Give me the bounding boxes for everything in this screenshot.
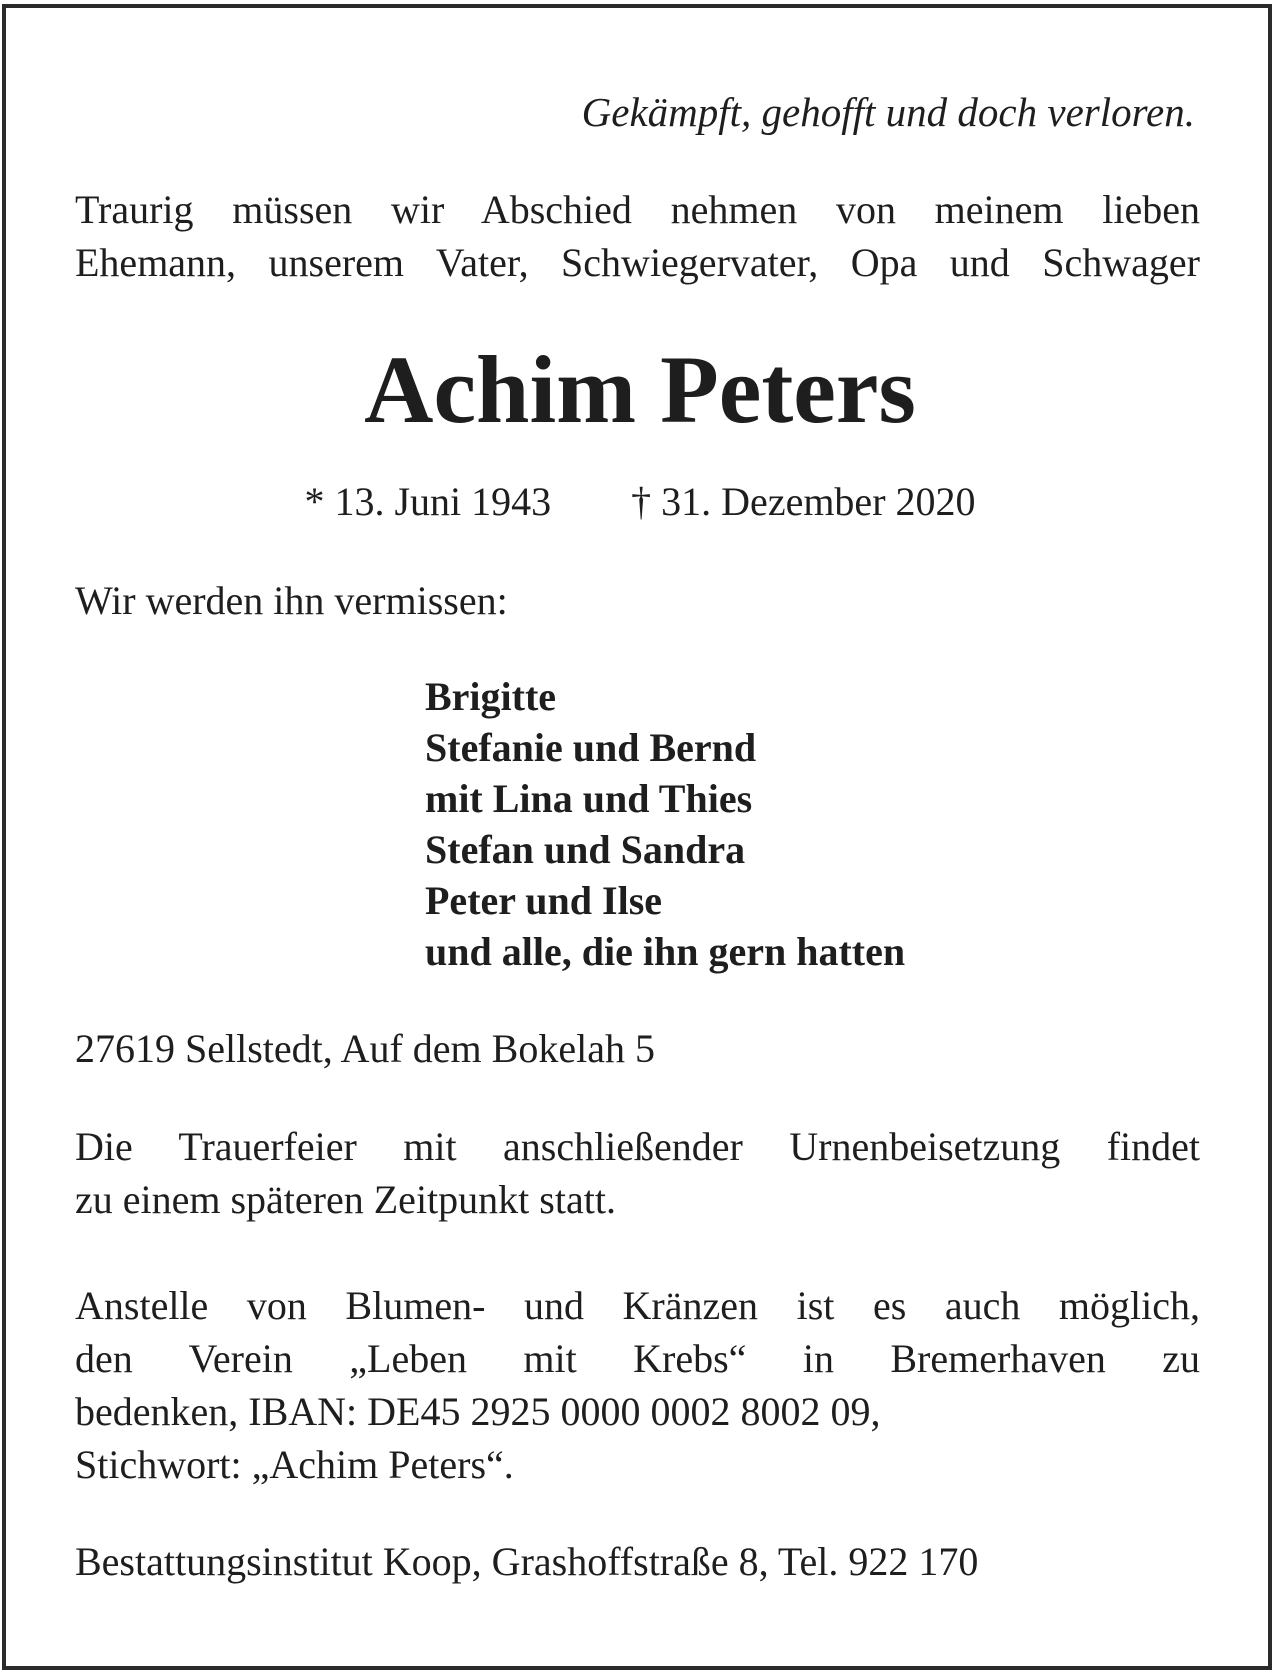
- birth-date: * 13. Juni 1943: [304, 479, 552, 524]
- intro-line-1: Traurig müssen wir Abschied nehmen von meinem lieben: [75, 187, 1200, 232]
- mourner-line: Stefan und Sandra: [425, 827, 746, 872]
- donation-line-1: Anstelle von Blumen- und Kränzen ist es auch möglich,: [75, 1283, 1200, 1328]
- undertaker-info: Bestattungsinstitut Koop, Grashoffstraße 8, Tel. 922 170: [75, 1539, 979, 1584]
- mourner-line: Stefanie und Bernd: [425, 725, 757, 770]
- mourner-line: mit Lina und Thies: [425, 776, 753, 821]
- mourner-line: Brigitte: [425, 674, 557, 719]
- death-date: † 31. Dezember 2020: [631, 479, 976, 524]
- motto: Gekämpft, gehofft und doch verloren.: [581, 89, 1195, 135]
- mourners-list: [425, 671, 905, 977]
- donation-info: [75, 1279, 1200, 1491]
- funeral-line-2: zu einem späteren Zeitpunkt statt.: [75, 1177, 616, 1222]
- donation-line-3: bedenken, IBAN: DE45 2925 0000 0002 8002 09,: [75, 1389, 881, 1434]
- funeral-info: [75, 1120, 1200, 1226]
- intro-text: [75, 183, 1200, 289]
- mourners-lead: Wir werden ihn vermissen:: [75, 578, 508, 623]
- mourner-line: Peter und Ilse: [425, 878, 663, 923]
- donation-line-4: Stichwort: „Achim Peters“.: [75, 1442, 514, 1487]
- intro-line-2: Ehemann, unserem Vater, Schwiegervater, Opa und Schwager: [75, 240, 1200, 285]
- donation-line-2: den Verein „Leben mit Krebs“ in Bremerhaven zu: [75, 1336, 1200, 1381]
- family-address: 27619 Sellstedt, Auf dem Bokelah 5: [75, 1026, 655, 1071]
- deceased-name: Achim Peters: [364, 336, 916, 443]
- funeral-line-1: Die Trauerfeier mit anschließender Urnenbeisetzung findet: [75, 1124, 1200, 1169]
- mourner-line: und alle, die ihn gern hatten: [425, 929, 906, 974]
- life-dates: [0, 478, 1280, 525]
